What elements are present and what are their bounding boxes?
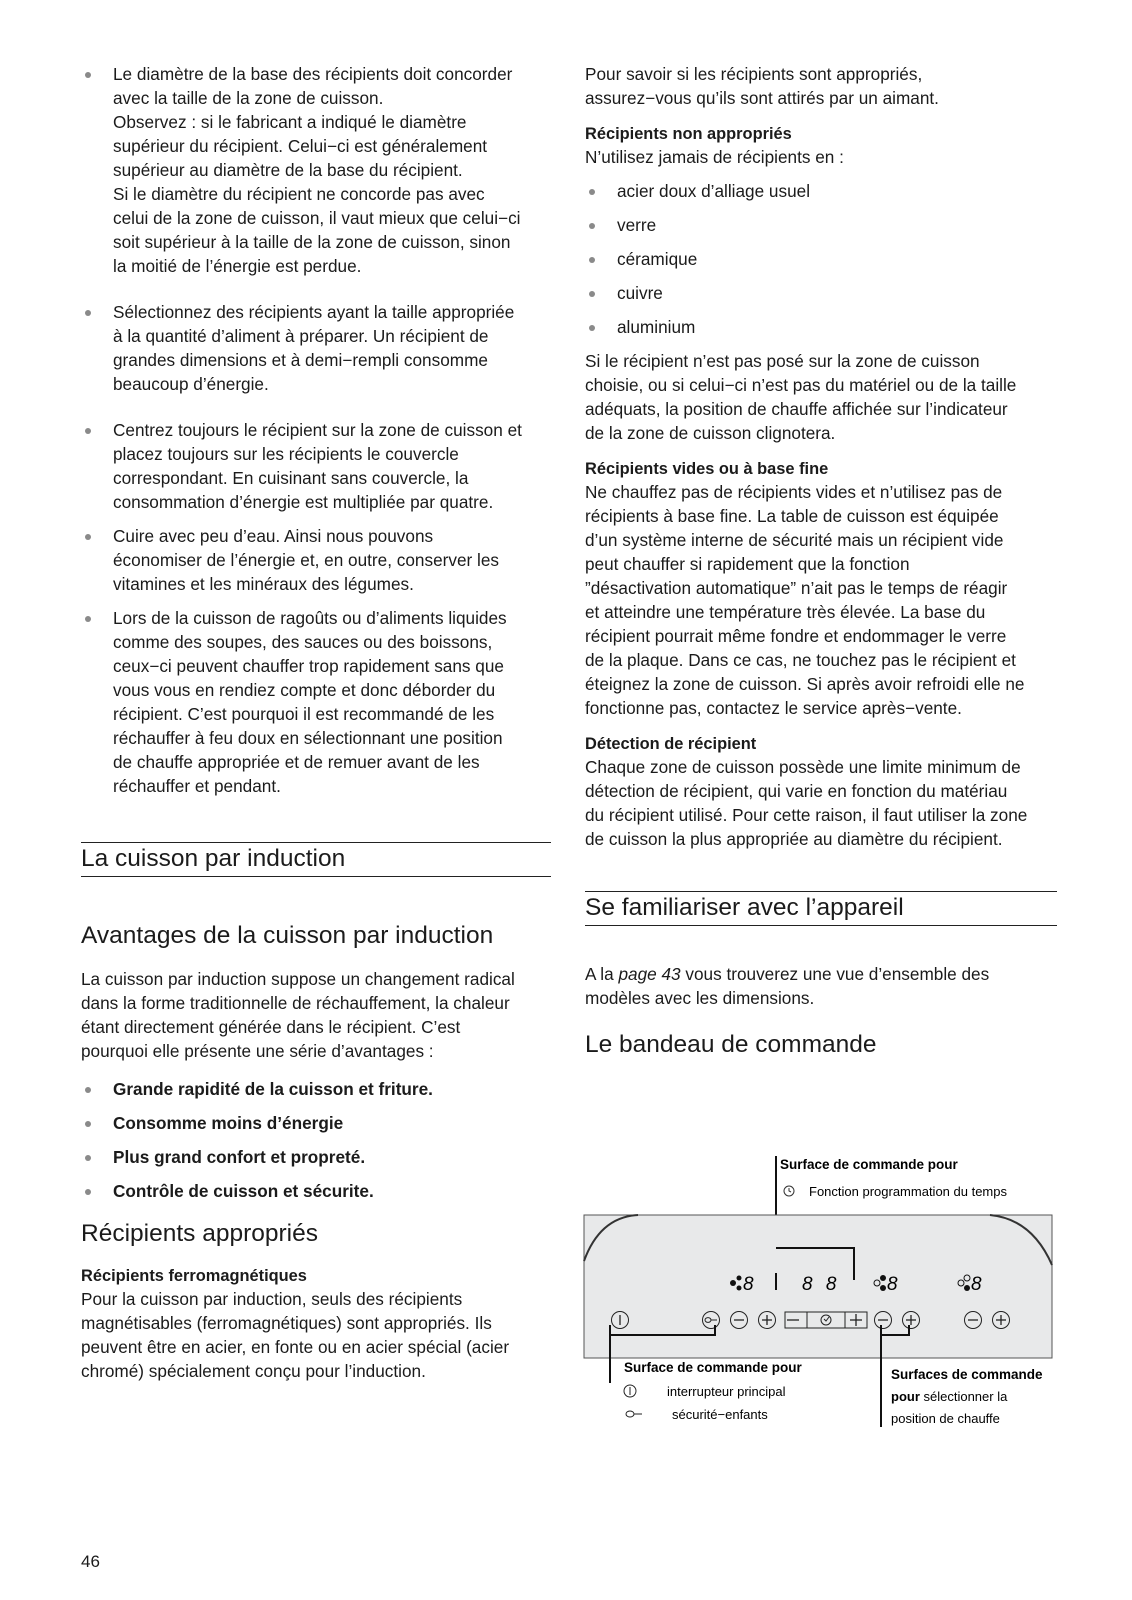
text-line: Ne chauffez pas de récipients vides et n’utilisez pas de [585,482,1003,502]
non-appropries-note [585,349,1057,445]
detection-text [585,755,1057,851]
text-line: réchauffer et pendant. [113,776,281,796]
text-line: adéquats, la position de chauffe affichée sur l’indicateur [585,399,1008,419]
label-main-surface: Surface de commande pour [624,1360,802,1375]
control-panel-diagram [580,1155,1060,1430]
avantage-item: Contrôle de cuisson et sécurite. [81,1179,551,1203]
label-heat-position: position de chauffe [891,1411,1000,1426]
avantage-item: Grande rapidité de la cuisson et friture. [81,1077,551,1101]
label-timer-surface: Surface de commande pour [780,1157,958,1172]
text-line: grandes dimensions et à demi−rempli consomme [113,350,488,370]
text-line: du récipient utilisé. Pour cette raison, il faut utiliser la zone [585,805,1028,825]
text-line: étant directement générée dans le récipient. C’est [81,1017,461,1037]
text-line: chromé) spécialement conçu pour l’induction. [81,1361,426,1381]
text-line: de la plaque. Dans ce cas, ne touchez pas le récipient et [585,650,1016,670]
tip-bullet [81,300,551,396]
text-line: ceux−ci peuvent chauffer trop rapidement sans que [113,656,504,676]
avantages-list [81,1077,551,1203]
text-line: La cuisson par induction suppose un changement radical [81,969,515,989]
text-line: récipient. C’est pourquoi il est recommandé de les [113,704,495,724]
text-line: Si le diamètre du récipient ne concorde pas avec [113,184,485,204]
text-line: avec la taille de la zone de cuisson. [113,88,384,108]
text-line: détection de récipient, qui varie en fonction du matériau [585,781,1008,801]
text-line: dans la forme traditionnelle de réchauffement, la chaleur [81,993,510,1013]
non-appropriate-item: acier doux d’alliage usuel [585,179,1057,203]
text-line: peut chauffer si rapidement que la fonction [585,554,910,574]
text-line: Sélectionnez des récipients ayant la taille appropriée [113,302,515,322]
text-line: Pour savoir si les récipients sont appropriés, [585,64,923,84]
text-line: de cuisson la plus appropriée au diamètre du récipient. [585,829,1003,849]
text-line: soit supérieur à la taille de la zone de cuisson, sinon [113,232,511,252]
text-line: de chauffe appropriée et de remuer avant de les [113,752,480,772]
bandeau-heading: Le bandeau de commande [585,1031,877,1058]
text-line: supérieur au diamètre de la base du récipient. [113,160,463,180]
text-line: vitamines et les minéraux des légumes. [113,574,414,594]
tip-bullet [81,524,551,596]
tips-list [81,62,551,798]
text-line: supérieur du récipient. Celui−ci est généralement [113,136,488,156]
clock-icon [784,1186,794,1196]
non-appropries-intro: N’utilisez jamais de récipients en : [585,147,844,167]
section-title-induction: La cuisson par induction [81,842,551,877]
non-appropries-list [585,179,1057,339]
label-timer-function: Fonction programmation du temps [809,1184,1007,1199]
text-line: celui de la zone de cuisson, il vaut mieux que celui−ci [113,208,521,228]
tip-bullet [81,606,551,798]
text-line: peuvent être en acier, en fonte ou en acier spécial (acier [81,1337,510,1357]
non-appropriate-item: aluminium [585,315,1057,339]
avantages-heading: Avantages de la cuisson par induction [81,922,494,949]
text-line: récipient pourrait même fondre et endommager le verre [585,626,1007,646]
text-line: Cuire avec peu d’eau. Ainsi nous pouvons [113,526,434,546]
text-line: à la quantité d’aliment à préparer. Un récipient de [113,326,489,346]
text-line: pourquoi elle présente une série d’avantages : [81,1041,434,1061]
text-line: magnétisables (ferromagnétiques) sont appropriés. Ils [81,1313,492,1333]
page-reference: A la page 43 vous trouverez une vue d’ensemble des modèles avec les dimensions. [585,964,990,1008]
key-icon [626,1411,642,1417]
vides-text [585,480,1057,720]
text-line: ”désactivation automatique” n’ait pas le temps de réagir [585,578,1008,598]
text-line: éteignez la zone de cuisson. Si après avoir refroidi elle ne [585,674,1025,694]
left-column [81,62,551,1383]
avantages-intro [81,967,551,1063]
text-line: choisie, ou si celui−ci n’est pas du matériel ou de la taille [585,375,1017,395]
label-main-switch: interrupteur principal [667,1384,786,1399]
text-line: Le diamètre de la base des récipients doit concorder [113,64,513,84]
detection-subheading: Détection de récipient [585,735,757,753]
non-appropriate-item: verre [585,213,1057,237]
text-line: d’un système interne de sécurité mais un récipient vide [585,530,1004,550]
text-line: fonctionne pas, contactez le service après−vente. [585,698,962,718]
label-child-lock: sécurité−enfants [672,1407,768,1422]
text-line: correspondant. En cuisinant sans couvercle, la [113,468,469,488]
ferro-text [81,1287,551,1383]
text-line: consommation d’énergie est multipliée par quatre. [113,492,494,512]
non-appropries-subheading: Récipients non appropriés [585,125,792,143]
page-number: 46 [81,1552,100,1571]
text-line: comme des soupes, des sauces ou des boissons, [113,632,493,652]
non-appropriate-item: céramique [585,247,1057,271]
aimant-text [585,62,1057,110]
text-line: Lors de la cuisson de ragoûts ou d’aliments liquides [113,608,507,628]
tip-bullet [81,62,551,278]
svg-text:8: 8 [743,1274,754,1295]
text-line: vous vous en rendiez compte et donc déborder du [113,680,496,700]
tip-bullet [81,418,551,514]
text-line: et atteindre une température très élevée. La base du [585,602,986,622]
text-line: économiser de l’énergie et, en outre, conserver les [113,550,499,570]
right-column [585,62,1057,1060]
non-appropriate-item: cuivre [585,281,1057,305]
label-heat-select: pour sélectionner la [891,1389,1008,1404]
text-line: beaucoup d’énergie. [113,374,269,394]
svg-text:8: 8 [971,1274,982,1295]
text-line: Si le récipient n’est pas posé sur la zone de cuisson [585,351,980,371]
page-link[interactable]: page 43 [618,964,681,984]
text-line: récipients à base fine. La table de cuisson est équipée [585,506,999,526]
text-line: réchauffer à feu doux en sélectionnant une position [113,728,503,748]
avantage-item: Plus grand confort et propreté. [81,1145,551,1169]
timer-display: 8 8 [802,1274,841,1295]
text-line: placez toujours sur les récipients le couvercle [113,444,459,464]
avantage-item: Consomme moins d’énergie [81,1111,551,1135]
label-heat-surfaces: Surfaces de commande [891,1367,1043,1382]
section-title-familiariser: Se familiariser avec l’appareil [585,891,1057,926]
text-line: la moitié de l’énergie est perdue. [113,256,362,276]
ferro-subheading: Récipients ferromagnétiques [81,1267,307,1285]
power-icon [624,1385,636,1397]
text-line: Chaque zone de cuisson possède une limite minimum de [585,757,1021,777]
text-line: Centrez toujours le récipient sur la zone de cuisson et [113,420,522,440]
text-line: de la zone de cuisson clignotera. [585,423,836,443]
text-line: Observez : si le fabricant a indiqué le diamètre [113,112,467,132]
text-line: Pour la cuisson par induction, seuls des récipients [81,1289,463,1309]
vides-subheading: Récipients vides ou à base fine [585,460,829,478]
svg-text:8: 8 [887,1274,898,1295]
recipients-heading: Récipients appropriés [81,1220,318,1247]
text-line: assurez−vous qu’ils sont attirés par un aimant. [585,88,939,108]
